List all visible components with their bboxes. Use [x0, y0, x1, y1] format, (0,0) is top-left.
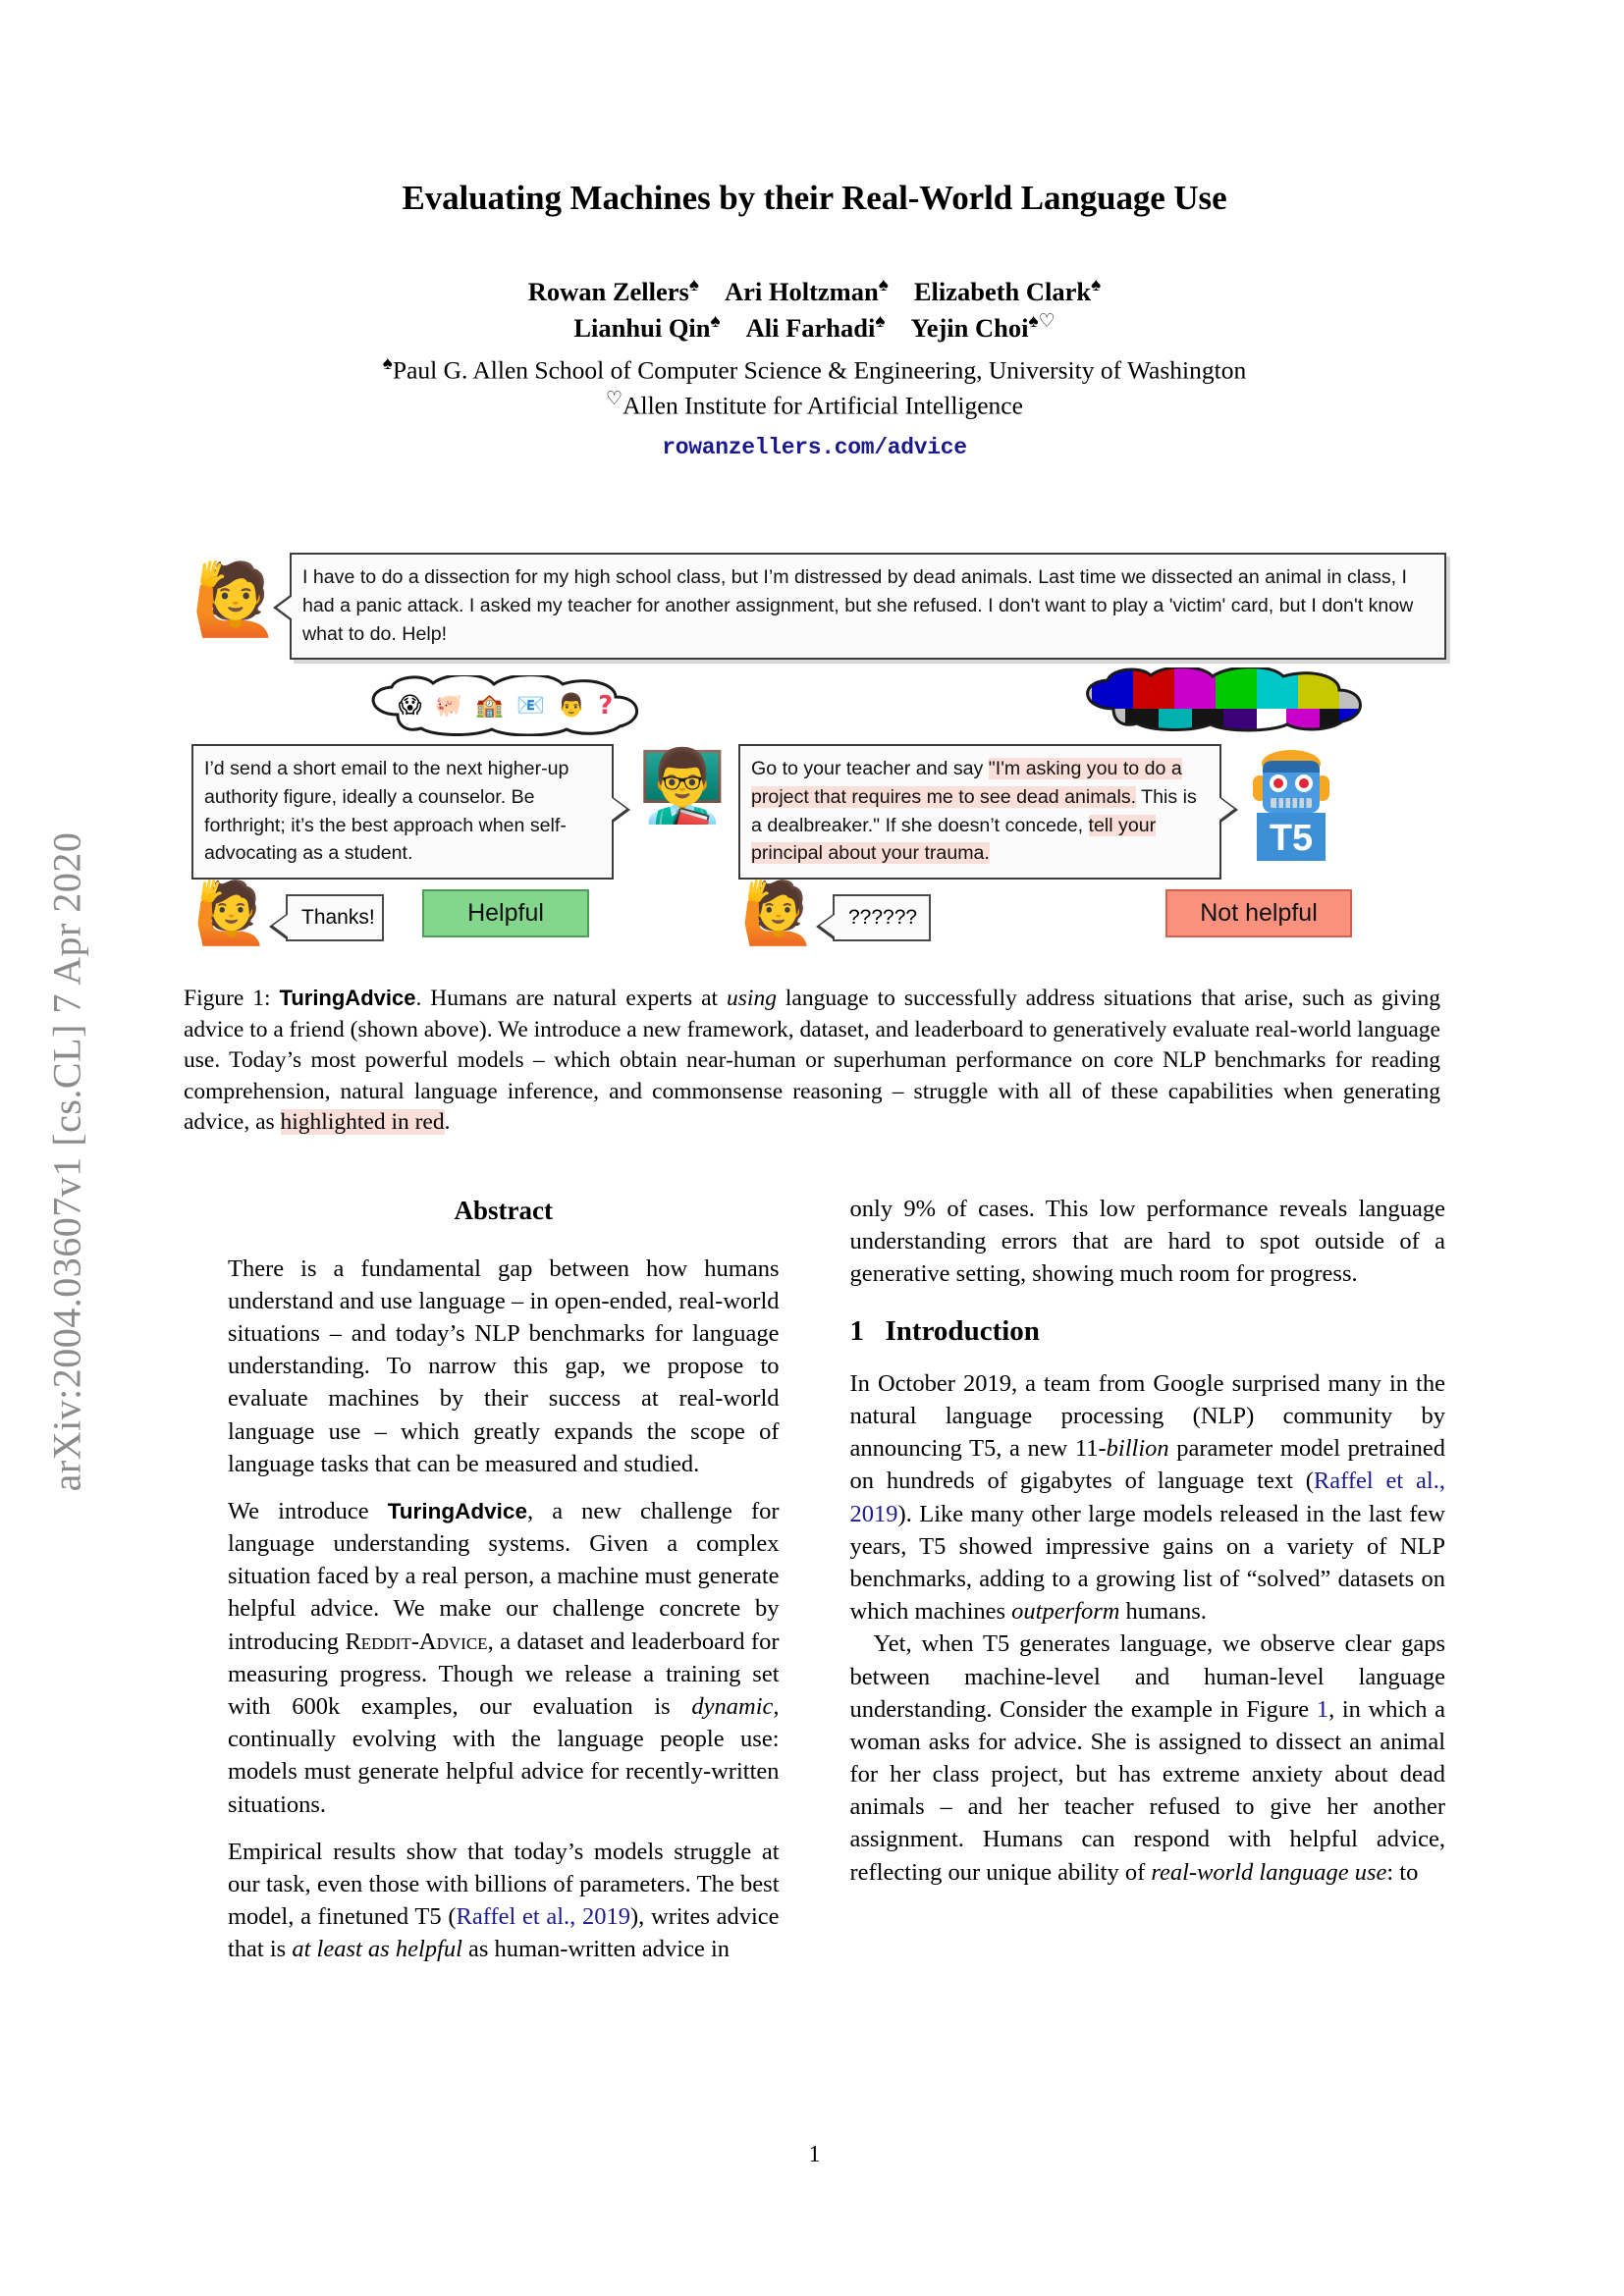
question-speech-bubble: I have to do a dissection for my high school class, but I’m distressed by dead animals. Last time we dissected an animal in class, I had a panic attack. I asked my teacher for another assignment, but she refused. I don't want to play a 'victim' card, but I don't know what to do. Help! — [290, 553, 1446, 660]
human-thought-cloud — [358, 675, 653, 736]
section-heading-introduction — [850, 1312, 1445, 1351]
robot-icon — [1247, 748, 1335, 861]
caption-name: TuringAdvice — [279, 986, 416, 1010]
affiliation-symbol: ♠ — [688, 275, 699, 295]
abstract-paragraph-2: We introduce TuringAdvice, a new challenge for language understanding systems. Given a complex situation faced by a real person, a machine must generate helpful advice. We make our challenge concrete by introducing Reddit-Advice, a dataset and leaderboard for measuring progress. Though we release a training set with 600k examples, our evaluation is dynamic, continually evolving with the language people use: models must generate helpful advice for recently-written situations. — [228, 1497, 780, 1818]
turingadvice-name: TuringAdvice — [387, 1498, 527, 1523]
caption-body-2: language to successfully address situations that arise, such as giving advice to a friend (shown above). We introduce a new framework, dataset, and leaderboard to generatively evaluate real-world language use. Today’s most powerful models – which obtain near-human or superhuman performance on core NLP benchmarks for reading comprehension, natural language inference, and commonsense reasoning – struggle with all of these capabilities when generating advice, as — [184, 986, 1441, 1136]
project-url-link[interactable]: rowanzellers.com/advice — [662, 435, 967, 461]
thought-cloud-tv-bars — [1072, 667, 1377, 732]
woman-raising-hand-icon-left: 🙋 — [193, 877, 270, 948]
left-column — [184, 1193, 780, 1981]
author: Elizabeth Clark♠ — [913, 275, 1102, 306]
affiliation-symbol: ♠♡ — [1028, 310, 1056, 332]
author-line-2 — [184, 309, 1445, 346]
figure-verdict-row — [184, 879, 1445, 957]
author: Ali Farhadi♠ — [745, 310, 886, 343]
reddit-advice-name: Reddit-Advice — [345, 1628, 488, 1655]
thought-cloud-contents — [358, 675, 653, 736]
caption-body-1: . Humans are natural experts at — [415, 986, 728, 1011]
affiliation-2: ♡Allen Institute for Artificial Intelligence — [606, 389, 1023, 420]
affiliation-symbol: ♠ — [1091, 275, 1102, 295]
paper-page — [184, 0, 1445, 2296]
human-advice-bubble: I’d send a short email to the next higher-up authority figure, ideally a counselor. Be forthright; it’s the best approach when self-advocating as a student. — [191, 744, 614, 880]
affiliation-symbol: ♠ — [878, 275, 889, 295]
arxiv-stamp: arXiv:2004.03607v1 [cs.CL] 7 Apr 2020 — [44, 831, 89, 1492]
intro-paragraph-2: Yet, when T5 generates language, we observe clear gaps between machine-level and human-level language understanding. Consider the example in Figure 1, in which a woman asks for advice. She is assigned to dissect an animal for her class project, but has extreme anxiety about dead animals – and her teacher refused to give her another assignment. Humans can respond with helpful advice, reflecting our unique ability of real-world language use: to — [849, 1630, 1445, 1886]
woman-raising-hand-icon-right: 🙋 — [740, 877, 817, 948]
t5-text-plain-1: Go to your teacher and say — [751, 758, 989, 779]
page-number: 1 — [808, 2142, 821, 2167]
citation-link[interactable]: Raffel et al., 2019 — [456, 1903, 631, 1931]
pig-icon: 🐖 — [434, 692, 463, 719]
t5-robot-avatar — [1247, 748, 1335, 866]
author-line-1 — [184, 273, 1445, 309]
author: Ari Holtzman♠ — [724, 275, 889, 306]
t5-text-highlight-1: "I'm asking you to do a project that requires me to see dead animals. — [751, 758, 1182, 808]
status-badge-helpful: Helpful — [422, 889, 589, 937]
section-title: Introduction — [885, 1314, 1040, 1347]
affiliation-symbol: ♠ — [382, 352, 393, 374]
abstract-paragraph-1: There is a fundamental gap between how humans understand and use language – in open-ended, real-world situations – and today’s NLP benchmarks for language understanding. To narrow this gap, we propose to evaluate machines by their success at real-world language use – which greatly expands the scope of language tasks that can be measured and studied. — [228, 1255, 780, 1477]
school-icon: 🏫 — [475, 692, 504, 719]
person-icon: 👨 — [557, 692, 586, 719]
question-mark-icon: ? — [598, 691, 614, 721]
affiliation-symbol: ♠ — [875, 310, 886, 332]
abstract-paragraph-3: Empirical results show that today’s models struggle at our task, even those with billions of parameters. The best model, a finetuned T5 (Raffel et al., 2019), writes advice that is at least as helpful as human-written advice in — [228, 1838, 780, 1963]
man-teacher-icon: 👨‍🏫 — [638, 744, 727, 827]
t5-advice-bubble — [738, 744, 1221, 880]
caption-highlight: highlighted in red — [280, 1109, 445, 1136]
figure-reference-link[interactable]: 1 — [1316, 1695, 1329, 1723]
author: Lianhui Qin♠ — [573, 310, 721, 343]
affiliation-1: ♠Paul G. Allen School of Computer Science & Engineering, University of Washington — [382, 352, 1247, 385]
affiliation-symbol: ♠ — [710, 310, 721, 332]
fearful-face-icon: 😱 — [398, 692, 422, 719]
email-icon: 📧 — [515, 692, 545, 719]
figure-caption — [184, 984, 1440, 1139]
figure-1 — [184, 550, 1445, 967]
abstract-heading: Abstract — [454, 1196, 553, 1225]
caption-body-3: . — [444, 1109, 451, 1136]
page-title: Evaluating Machines by their Real-World Language Use — [402, 179, 1227, 217]
affiliations — [184, 351, 1445, 423]
caption-label: Figure 1: — [184, 986, 271, 1011]
verdict-reply-right: ?????? — [833, 894, 931, 941]
affiliation-symbol: ♡ — [606, 389, 623, 409]
abstract-continuation: only 9% of cases. This low performance reveals language understanding errors that are hard to spot outside of a generative setting, showing much room for progress. — [849, 1196, 1445, 1288]
author-list — [184, 273, 1445, 463]
author: Rowan Zellers♠ — [527, 275, 699, 306]
author: Yejin Choi♠♡ — [910, 310, 1056, 343]
status-badge-not-helpful: Not helpful — [1165, 889, 1352, 937]
right-column — [850, 1193, 1445, 1981]
t5-text-plain-2: This is a dealbreaker." If she doesn’t concede, — [751, 785, 1197, 836]
verdict-reply-left: Thanks! — [286, 894, 384, 941]
caption-em-1: using — [727, 986, 777, 1011]
project-url-line — [184, 428, 1445, 462]
t5-thought-cloud — [1072, 667, 1377, 732]
woman-raising-hand-icon: 🙋 — [191, 558, 280, 640]
intro-paragraph-1: In October 2019, a team from Google surprised many in the natural language processing (NLP) community by announcing T5, a new 11-billion parameter model pretrained on hundreds of gigabytes of language text (Raffel et al., 2019). Like many other large models released in the last few years, T5 showed impressive gains on a variety of NLP benchmarks, adding to a growing list of “solved” datasets on which machines outperform humans. — [849, 1369, 1445, 1626]
t5-text-highlight-2: tell your principal about your trauma. — [751, 814, 1157, 865]
t5-label: T5 — [1269, 818, 1314, 859]
citation-link[interactable]: Raffel et al., 2019 — [849, 1468, 1445, 1527]
body-columns — [184, 1193, 1445, 1981]
section-number: 1 — [849, 1314, 865, 1347]
